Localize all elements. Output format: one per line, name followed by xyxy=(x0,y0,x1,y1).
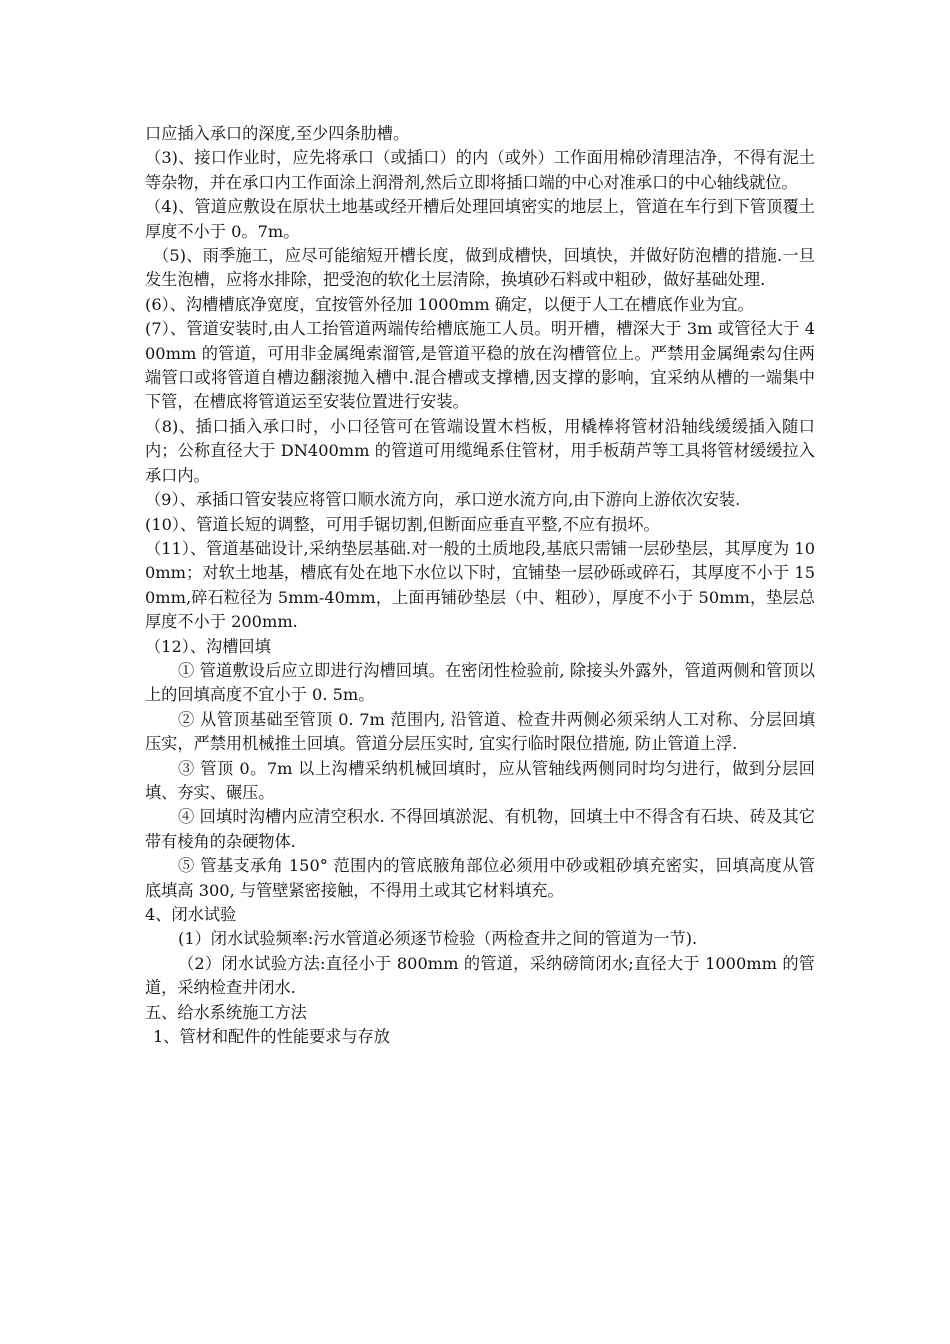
paragraph-item-12-heading: （12）、沟槽回填 xyxy=(145,636,271,656)
paragraph-item-3: （3)、接口作业时，应先将承口（或插口）的内（或外）工作面用棉砂清理洁净，不得有泥土等杂物，并在承口内工作面涂上润滑剂,然后立即将插口端的中心对准承口的中心轴线就位。 xyxy=(145,148,815,192)
paragraph-item-11: （11）、管道基础设计,采纳垫层基础.对一般的土质地段,基底只需铺一层砂垫层，其厚度为 100mm；对软土地基，槽底有处在地下水位以下时，宜铺垫一层砂砾或碎石，其厚度不小于 150mm,碎石粒径为 5mm-40mm，上面再铺砂垫层（中、粗砂），厚度不小于 50mm，垫层总厚度不小于 200mm. xyxy=(145,538,815,632)
paragraph-backfill-5: ⑤ 管基支承角 150° 范围内的管底腋角部位必须用中砂或粗砂填充密实，回填高度从管底填高 300, 与管壁紧密接触，不得用土或其它材料填充。 xyxy=(145,856,815,900)
paragraph-item-8: （8)、插口插入承口时，小口径管可在管端设置木档板，用橇棒将管材沿轴线缓缓插入随口内；公称直径大于 DN400mm 的管道可用缆绳系住管材，用手板葫芦等工具将管材缓缓拉入承口内。 xyxy=(145,416,815,485)
paragraph-backfill-1: ① 管道敷设后应立即进行沟槽回填。在密闭性检验前, 除接头外露外，管道两侧和管顶以上的回填高度不宜小于 0. 5m。 xyxy=(145,660,815,705)
paragraph-item-10: (10）、管道长短的调整，可用手锯切割,但断面应垂直平整,不应有损坏。 xyxy=(145,514,660,534)
paragraph-test-method: （2）闭水试验方法:直径小于 800mm 的管道，采纳磅筒闭水;直径大于 1000mm 的管道，采纳检查井闭水. xyxy=(145,953,815,998)
paragraph-socket-depth: 口应插入承口的深度,至少四条肋槽。 xyxy=(145,124,410,143)
paragraph-item-4: （4)、管道应敷设在原状土地基或经开槽后处理回填密实的地层上，管道在车行到下管顶覆土厚度不小于 0。7m。 xyxy=(145,197,815,241)
paragraph-backfill-4: ④ 回填时沟槽内应清空积水. 不得回填淤泥、有机物，回填土中不得含有石块、砖及其它带有棱角的杂硬物体. xyxy=(145,807,815,851)
paragraph-test-frequency: (1）闭水试验频率:污水管道必须逐节检验（两检查井之间的管道为一节). xyxy=(178,929,698,949)
chapter-heading-water-supply: 五、给水系统施工方法 xyxy=(145,1002,307,1022)
paragraph-backfill-3: ③ 管顶 0。7m 以上沟槽采纳机械回填时，应从管轴线两侧同时均匀进行，做到分层回填、夯实、碾压。 xyxy=(145,758,815,802)
document-body xyxy=(145,122,815,1049)
paragraph-backfill-2: ② 从管顶基础至管顶 0. 7m 范围内, 沿管道、检查井两侧必须采纳人工对称、分层回填压实，严禁用机械推土回填。管道分层压实时, 宜实行临时限位措施, 防止管道上浮. xyxy=(145,709,815,754)
section-heading-closed-water-test: 4、闭水试验 xyxy=(145,905,237,924)
paragraph-item-9: （9）、承插口管安装应将管口顺水流方向，承口逆水流方向,由下游向上游依次安装. xyxy=(145,490,741,510)
paragraph-item-7: (7）、管道安装时,由人工抬管道两端传给槽底施工人员。明开槽，槽深大于 3m 或管径大于 400mm 的管道，可用非金属绳索溜管,是管道平稳的放在沟槽管位上。严禁用金属绳索勾住两端管口或将管道自槽边翻滚抛入槽中.混合槽或支撑槽,因支撑的影响，宜采纳从槽的一端集中下管，在槽底将管道运至安装位置进行安装。 xyxy=(145,319,815,412)
section-heading-pipe-materials: 1、管材和配件的性能要求与存放 xyxy=(153,1027,390,1047)
paragraph-item-6: (6）、沟槽槽底净宽度，宜按管外径加 1000mm 确定，以便于人工在槽底作业为宜。 xyxy=(145,294,754,314)
paragraph-item-5: （5)、雨季施工，应尽可能缩短开槽长度，做到成槽快，回填快，并做好防泡槽的措施.一旦发生泡槽，应将水排除，把受泡的软化土层清除，换填砂石料或中粗砂，做好基础处理. xyxy=(145,246,815,290)
